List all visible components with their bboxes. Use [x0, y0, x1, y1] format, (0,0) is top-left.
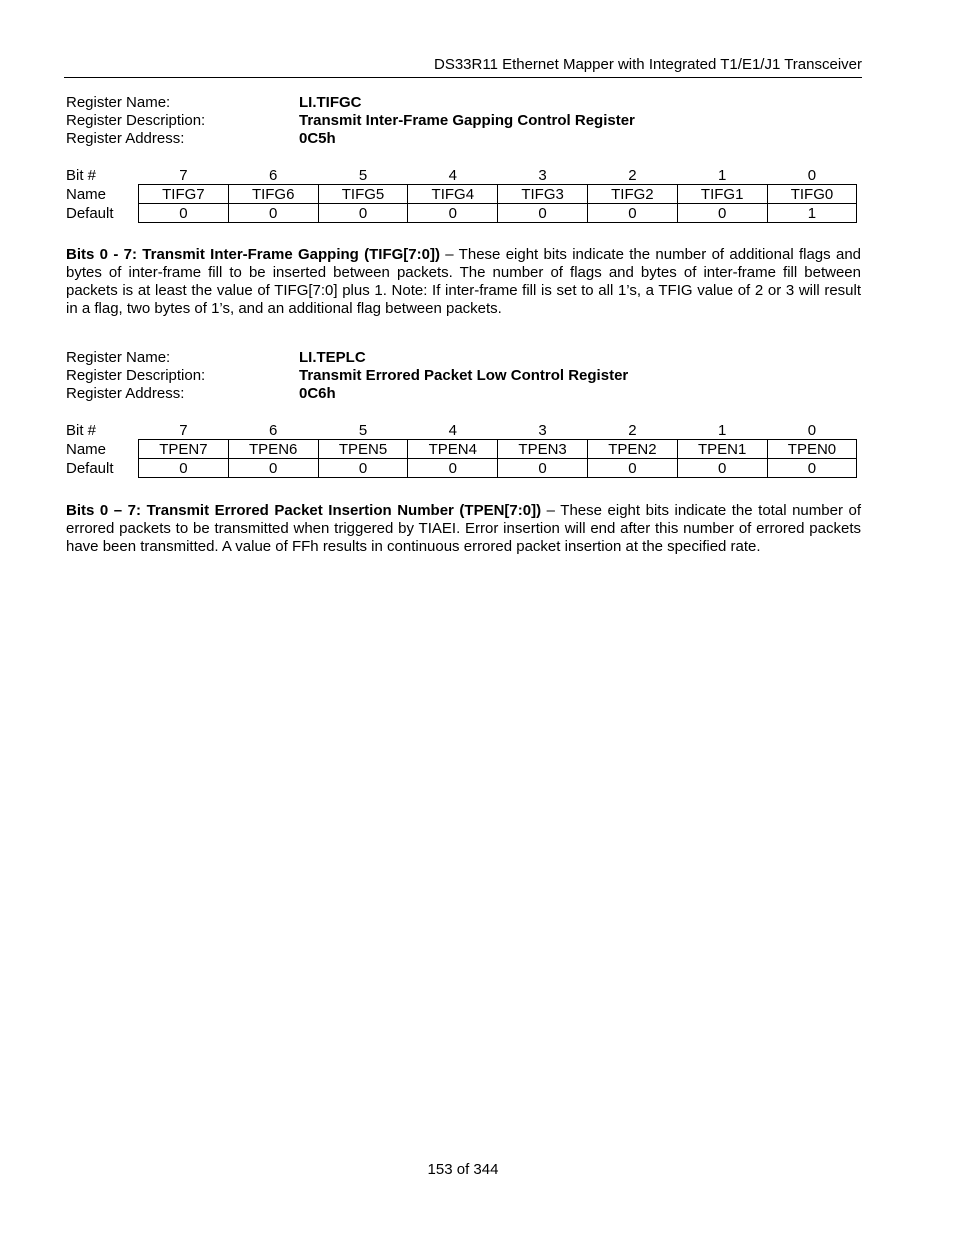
- bit-row-label: Bit #: [66, 421, 97, 439]
- bit-default-row: [64, 204, 857, 223]
- bit-default: 0: [228, 204, 318, 223]
- register-address-label: Register Address:: [66, 130, 185, 147]
- bit-name-row: [64, 185, 857, 204]
- bit-default: 0: [677, 459, 767, 478]
- bit-number: 2: [628, 421, 637, 439]
- bit-default: 0: [318, 204, 408, 223]
- bit-name: TIFG4: [408, 185, 498, 204]
- bit-name: TPEN3: [498, 440, 588, 459]
- register-info-tifgc: [66, 94, 635, 148]
- bit-default: 0: [408, 204, 498, 223]
- bit-number: 1: [718, 166, 727, 184]
- bit-number: 1: [718, 421, 727, 439]
- default-row-label: Default: [66, 204, 114, 222]
- bit-row-label: Bit #: [66, 166, 97, 184]
- bit-number: 6: [269, 421, 278, 439]
- bit-default: 0: [498, 459, 588, 478]
- bit-description-tifgc: [66, 246, 861, 318]
- bit-number: 5: [358, 166, 368, 184]
- bit-default-row: [64, 459, 857, 478]
- bit-table-tifgc: [64, 166, 857, 223]
- bit-default: 0: [139, 459, 229, 478]
- bit-number-row: [64, 421, 857, 440]
- bit-number: 3: [538, 166, 547, 184]
- bit-number: 2: [628, 166, 637, 184]
- bit-description-title: Bits 0 - 7: Transmit Inter-Frame Gapping (TIFG[7:0]): [66, 246, 440, 263]
- bit-number: 6: [269, 166, 278, 184]
- bit-default: 0: [677, 204, 767, 223]
- bit-name: TPEN5: [318, 440, 408, 459]
- bit-description-text: – These eight bits indicate the total number of errored packets to be transmitted when triggered by TIAEI. Error insertion will end after this number of errored packets have been transmitted. A value of FFh results in continuous errored packet insertion at the specified rate.: [66, 502, 861, 555]
- bit-description-text: – These eight bits indicate the number of additional flags and bytes of inter-frame fill to be inserted between packets. The number of flags and bytes of inter-frame fill between packets is at least the value of TIFG[7:0] plus 1. Note: If inter-frame fill is set to all 1’s, a TFIG value of 2 or 3 will result in a flag, two bytes of 1’s, and an additional flag between packets.: [66, 246, 862, 317]
- bit-default: 0: [139, 204, 229, 223]
- bit-number: 3: [538, 421, 547, 439]
- page-number: 153 of 344: [427, 1161, 499, 1178]
- page-header: DS33R11 Ethernet Mapper with Integrated T1/E1/J1 Transceiver: [64, 56, 862, 78]
- bit-name: TPEN1: [677, 440, 767, 459]
- bit-number: 4: [448, 166, 457, 184]
- bit-default: 0: [228, 459, 318, 478]
- bit-name: TIFG0: [767, 185, 857, 204]
- bit-default: 0: [587, 204, 677, 223]
- register-description: Transmit Inter-Frame Gapping Control Register: [299, 112, 635, 129]
- bit-name: TIFG5: [318, 185, 408, 204]
- register-description-label: Register Description:: [66, 367, 206, 384]
- bit-name: TIFG2: [587, 185, 677, 204]
- bit-description-title: Bits 0 – 7: Transmit Errored Packet Insertion Number (TPEN[7:0]): [66, 502, 542, 519]
- register-description: Transmit Errored Packet Low Control Register: [299, 367, 629, 384]
- bit-number: 0: [807, 166, 817, 184]
- register-info-teplc: [66, 349, 628, 403]
- register-address: 0C6h: [299, 385, 336, 402]
- bit-default: 0: [498, 204, 588, 223]
- bit-default: 0: [587, 459, 677, 478]
- register-name: LI.TIFGC: [299, 94, 362, 111]
- bit-name: TIFG3: [498, 185, 588, 204]
- name-row-label: Name: [66, 185, 107, 203]
- bit-number: 7: [179, 166, 188, 184]
- register-description-label: Register Description:: [66, 112, 206, 129]
- bit-default: 0: [408, 459, 498, 478]
- bit-name: TPEN0: [767, 440, 857, 459]
- bit-name: TPEN4: [408, 440, 498, 459]
- bit-name: TIFG6: [228, 185, 318, 204]
- bit-name-row: [64, 440, 857, 459]
- bit-default: 0: [767, 459, 857, 478]
- bit-name: TPEN6: [228, 440, 318, 459]
- bit-default: 0: [318, 459, 408, 478]
- bit-name: TIFG7: [139, 185, 229, 204]
- bit-number: 0: [807, 421, 817, 439]
- bit-number: 4: [448, 421, 457, 439]
- default-row-label: Default: [66, 459, 114, 477]
- bit-name: TPEN2: [587, 440, 677, 459]
- bit-default: 1: [767, 204, 857, 223]
- bit-number: 5: [358, 421, 368, 439]
- bit-name: TPEN7: [139, 440, 229, 459]
- register-address-label: Register Address:: [66, 385, 185, 402]
- bit-description-teplc: [66, 502, 861, 556]
- register-name-label: Register Name:: [66, 94, 171, 111]
- bit-table-teplc: [64, 421, 857, 478]
- bit-number-row: [64, 166, 857, 185]
- bit-name: TIFG1: [677, 185, 767, 204]
- bit-number: 7: [179, 421, 188, 439]
- name-row-label: Name: [66, 440, 107, 458]
- register-address: 0C5h: [299, 130, 336, 147]
- register-name-label: Register Name:: [66, 349, 171, 366]
- register-name: LI.TEPLC: [299, 349, 366, 366]
